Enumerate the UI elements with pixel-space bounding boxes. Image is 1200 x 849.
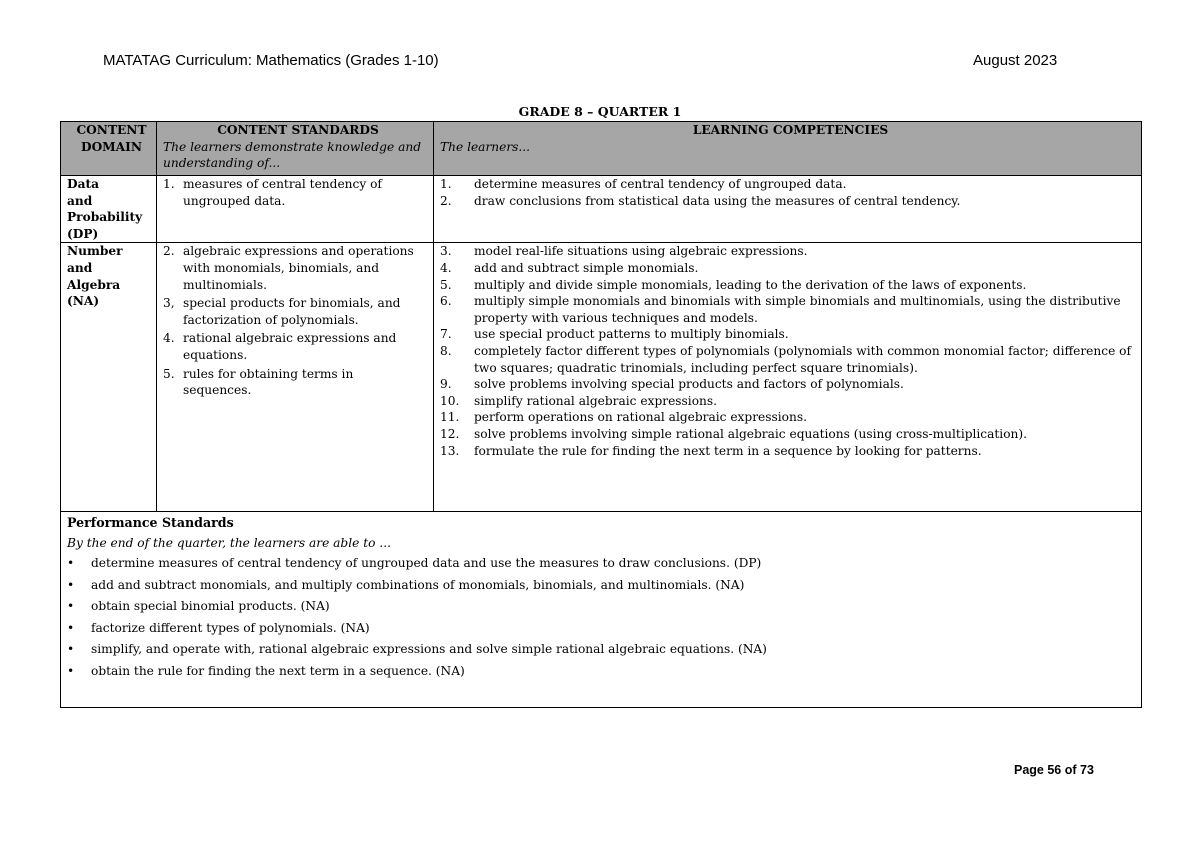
competencies-cell: [434, 176, 1142, 243]
competency-item: 6. multiply simple monomials and binomials with simple binomials and multinomials, using the distributive property with various techniques and models.: [440, 294, 1121, 325]
document-header-date: August 2023: [973, 52, 1058, 69]
standard-item: 4. rational algebraic expressions and equations.: [163, 331, 397, 362]
standard-item: 2. algebraic expressions and operations with monomials, binomials, and multinomials.: [163, 244, 414, 292]
standards-cell: [157, 243, 434, 512]
performance-standards-cell: [61, 512, 1142, 708]
list-item: • obtain special binomial products. (NA): [67, 596, 1141, 618]
competency-item: 3. model real-life situations using algebraic expressions.: [440, 244, 808, 259]
content-standards-header: CONTENT STANDARDS The learners demonstrate knowledge and understanding of...: [157, 122, 434, 176]
learning-competencies-header: LEARNING COMPETENCIES The learners...: [434, 122, 1142, 176]
performance-standards-intro: By the end of the quarter, the learners are able to ...: [67, 536, 391, 551]
competency-item: 5. multiply and divide simple monomials, leading to the derivation of the laws of exponents.: [440, 277, 1027, 292]
competencies-cell: [434, 243, 1142, 512]
performance-standards-list: [67, 553, 1141, 682]
domain-cell: Number and Algebra (NA): [61, 243, 157, 512]
competency-item: 2. draw conclusions from statistical data using the measures of central tendency.: [440, 193, 961, 208]
competency-item: 9. solve problems involving special products and factors of polynomials.: [440, 377, 904, 392]
competency-item: 4. add and subtract simple monomials.: [440, 260, 699, 275]
domain-cell: Data and Probability (DP): [61, 176, 157, 243]
bullet-icon: •: [67, 663, 75, 678]
competency-item: 11. perform operations on rational algebraic expressions.: [440, 410, 807, 425]
curriculum-table: [60, 121, 1142, 708]
standard-item: 3, special products for binomials, and factorization of polynomials.: [163, 296, 401, 327]
list-item: • simplify, and operate with, rational algebraic expressions and solve simple rational algebraic equations. (NA): [67, 639, 1141, 661]
list-item: • factorize different types of polynomials. (NA): [67, 618, 1141, 640]
list-item: • add and subtract monomials, and multiply combinations of monomials, binomials, and multinomials. (NA): [67, 575, 1141, 597]
table-row-number-algebra: [61, 243, 1142, 512]
bullet-icon: •: [67, 620, 75, 635]
list-item: • determine measures of central tendency of ungrouped data and use the measures to draw conclusions. (DP): [67, 553, 1141, 575]
bullet-icon: •: [67, 556, 75, 571]
competency-item: 10. simplify rational algebraic expressions.: [440, 393, 718, 408]
competency-item: 8. completely factor different types of polynomials (polynomials with common monomial factor; difference of two squares; quadratic trinomials, including perfect square trinomials).: [440, 343, 1132, 375]
list-item: • obtain the rule for finding the next term in a sequence. (NA): [67, 661, 1141, 683]
content-domain-header: CONTENT DOMAIN: [61, 122, 157, 176]
competency-item: 12. solve problems involving simple rational algebraic equations (using cross-multiplication).: [440, 426, 1028, 441]
performance-standards-title: Performance Standards: [67, 515, 234, 531]
standard-item: 5. rules for obtaining terms in sequences.: [163, 366, 354, 398]
bullet-icon: •: [67, 599, 75, 614]
competency-item: 7. use special product patterns to multiply binomials.: [440, 327, 789, 342]
bullet-icon: •: [67, 642, 75, 657]
grade-quarter-title: GRADE 8 – QUARTER 1: [518, 104, 682, 119]
competency-item: 1. determine measures of central tendency of ungrouped data.: [440, 177, 847, 191]
table-header-row: [61, 122, 1142, 176]
standard-item: 1. measures of central tendency of ungrouped data.: [163, 177, 382, 208]
table-row-data-probability: [61, 176, 1142, 243]
bullet-icon: •: [67, 577, 75, 592]
document-header-title: MATATAG Curriculum: Mathematics (Grades 1-10): [103, 52, 439, 69]
page-number: Page 56 of 73: [1014, 763, 1094, 777]
performance-standards-row: [61, 512, 1142, 708]
standards-cell: [157, 176, 434, 243]
competency-item: 13. formulate the rule for finding the next term in a sequence by looking for patterns.: [440, 443, 982, 458]
